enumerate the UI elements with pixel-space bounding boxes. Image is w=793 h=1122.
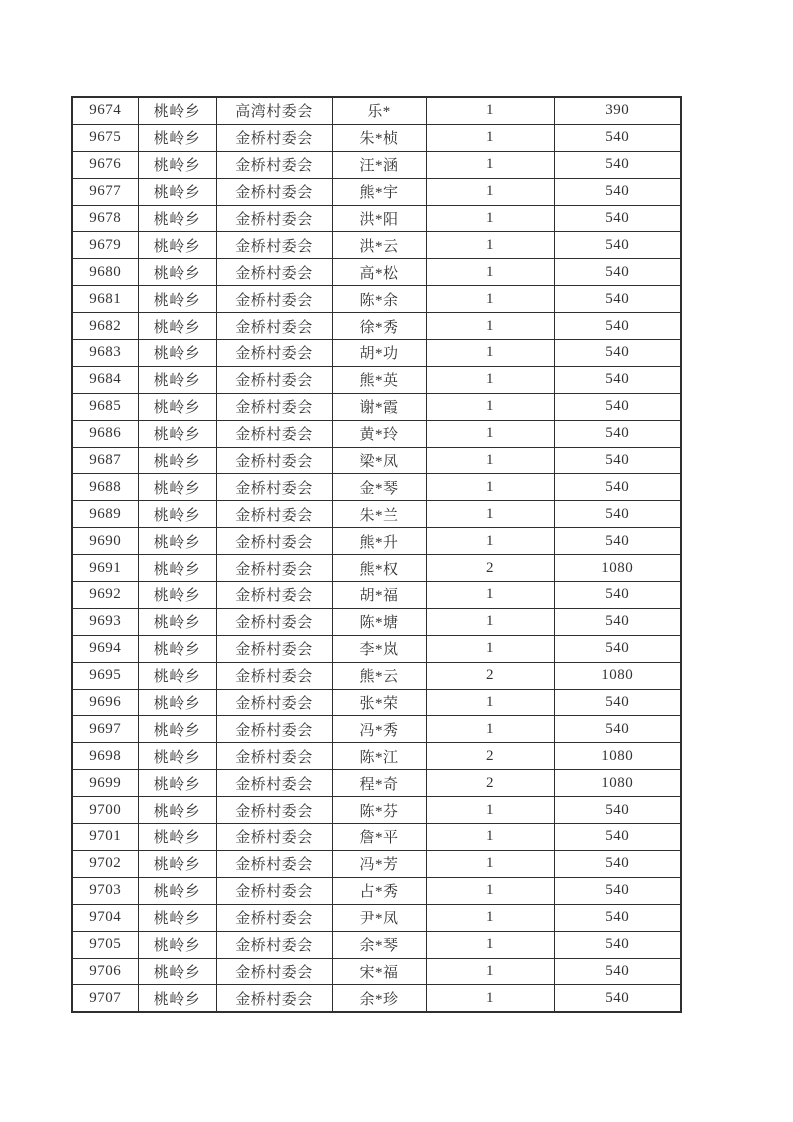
cell-village: 金桥村委会 (216, 877, 332, 904)
cell-amount: 540 (554, 931, 681, 958)
cell-name: 朱*桢 (332, 124, 426, 151)
table-row (72, 474, 681, 501)
cell-amount: 390 (554, 97, 681, 124)
cell-township: 桃岭乡 (138, 555, 216, 582)
table-row (72, 662, 681, 689)
cell-count: 1 (426, 582, 554, 609)
table-row (72, 716, 681, 743)
cell-count: 1 (426, 97, 554, 124)
cell-name: 冯*秀 (332, 716, 426, 743)
cell-name: 程*奇 (332, 770, 426, 797)
cell-id: 9691 (72, 555, 138, 582)
table-row (72, 366, 681, 393)
table-row (72, 824, 681, 851)
cell-village: 金桥村委会 (216, 501, 332, 528)
cell-name: 熊*升 (332, 528, 426, 555)
cell-count: 1 (426, 528, 554, 555)
cell-name: 乐* (332, 97, 426, 124)
cell-name: 詹*平 (332, 824, 426, 851)
cell-township: 桃岭乡 (138, 958, 216, 985)
cell-township: 桃岭乡 (138, 582, 216, 609)
cell-amount: 540 (554, 393, 681, 420)
table-row (72, 420, 681, 447)
cell-amount: 1080 (554, 770, 681, 797)
cell-id: 9704 (72, 904, 138, 931)
table-row (72, 232, 681, 259)
cell-amount: 1080 (554, 662, 681, 689)
cell-village: 金桥村委会 (216, 393, 332, 420)
cell-village: 金桥村委会 (216, 528, 332, 555)
cell-id: 9684 (72, 366, 138, 393)
cell-id: 9676 (72, 151, 138, 178)
cell-amount: 540 (554, 824, 681, 851)
cell-township: 桃岭乡 (138, 985, 216, 1012)
cell-township: 桃岭乡 (138, 420, 216, 447)
cell-id: 9692 (72, 582, 138, 609)
cell-township: 桃岭乡 (138, 474, 216, 501)
cell-count: 1 (426, 205, 554, 232)
cell-count: 1 (426, 474, 554, 501)
cell-township: 桃岭乡 (138, 340, 216, 367)
cell-name: 朱*兰 (332, 501, 426, 528)
cell-id: 9688 (72, 474, 138, 501)
cell-village: 金桥村委会 (216, 313, 332, 340)
cell-count: 1 (426, 340, 554, 367)
cell-amount: 540 (554, 689, 681, 716)
cell-name: 高*松 (332, 259, 426, 286)
cell-amount: 540 (554, 635, 681, 662)
table-row (72, 689, 681, 716)
cell-amount: 540 (554, 366, 681, 393)
cell-name: 洪*云 (332, 232, 426, 259)
cell-name: 胡*功 (332, 340, 426, 367)
cell-village: 金桥村委会 (216, 850, 332, 877)
cell-township: 桃岭乡 (138, 205, 216, 232)
cell-count: 1 (426, 124, 554, 151)
cell-village: 高湾村委会 (216, 97, 332, 124)
cell-name: 宋*福 (332, 958, 426, 985)
cell-id: 9703 (72, 877, 138, 904)
cell-name: 胡*福 (332, 582, 426, 609)
cell-amount: 540 (554, 474, 681, 501)
cell-village: 金桥村委会 (216, 635, 332, 662)
cell-count: 2 (426, 770, 554, 797)
cell-id: 9701 (72, 824, 138, 851)
cell-amount: 540 (554, 232, 681, 259)
cell-name: 熊*英 (332, 366, 426, 393)
cell-village: 金桥村委会 (216, 904, 332, 931)
table-row (72, 151, 681, 178)
cell-count: 1 (426, 232, 554, 259)
cell-count: 1 (426, 447, 554, 474)
cell-amount: 1080 (554, 743, 681, 770)
cell-count: 1 (426, 985, 554, 1012)
cell-count: 1 (426, 689, 554, 716)
cell-township: 桃岭乡 (138, 447, 216, 474)
cell-id: 9707 (72, 985, 138, 1012)
cell-township: 桃岭乡 (138, 716, 216, 743)
cell-amount: 540 (554, 904, 681, 931)
cell-township: 桃岭乡 (138, 259, 216, 286)
table-row (72, 850, 681, 877)
cell-name: 熊*宇 (332, 178, 426, 205)
cell-amount: 540 (554, 340, 681, 367)
table-row (72, 743, 681, 770)
cell-township: 桃岭乡 (138, 286, 216, 313)
cell-amount: 540 (554, 850, 681, 877)
cell-amount: 540 (554, 447, 681, 474)
cell-count: 1 (426, 850, 554, 877)
cell-village: 金桥村委会 (216, 555, 332, 582)
cell-amount: 540 (554, 420, 681, 447)
cell-count: 1 (426, 797, 554, 824)
table-row (72, 608, 681, 635)
cell-amount: 540 (554, 178, 681, 205)
cell-township: 桃岭乡 (138, 608, 216, 635)
table-row (72, 904, 681, 931)
cell-name: 陈*芬 (332, 797, 426, 824)
cell-township: 桃岭乡 (138, 797, 216, 824)
cell-village: 金桥村委会 (216, 958, 332, 985)
cell-count: 1 (426, 501, 554, 528)
cell-amount: 540 (554, 608, 681, 635)
cell-village: 金桥村委会 (216, 985, 332, 1012)
cell-count: 1 (426, 716, 554, 743)
cell-village: 金桥村委会 (216, 931, 332, 958)
cell-name: 金*琴 (332, 474, 426, 501)
cell-amount: 540 (554, 259, 681, 286)
cell-count: 1 (426, 608, 554, 635)
cell-village: 金桥村委会 (216, 151, 332, 178)
table-row (72, 340, 681, 367)
cell-id: 9680 (72, 259, 138, 286)
cell-id: 9695 (72, 662, 138, 689)
cell-id: 9702 (72, 850, 138, 877)
cell-amount: 540 (554, 124, 681, 151)
cell-township: 桃岭乡 (138, 931, 216, 958)
cell-village: 金桥村委会 (216, 608, 332, 635)
cell-name: 洪*阳 (332, 205, 426, 232)
cell-village: 金桥村委会 (216, 582, 332, 609)
cell-count: 1 (426, 366, 554, 393)
cell-name: 张*荣 (332, 689, 426, 716)
table-row (72, 582, 681, 609)
cell-name: 梁*凤 (332, 447, 426, 474)
cell-amount: 540 (554, 205, 681, 232)
cell-township: 桃岭乡 (138, 824, 216, 851)
cell-id: 9674 (72, 97, 138, 124)
cell-township: 桃岭乡 (138, 662, 216, 689)
cell-village: 金桥村委会 (216, 286, 332, 313)
cell-id: 9678 (72, 205, 138, 232)
cell-name: 余*琴 (332, 931, 426, 958)
table-row (72, 958, 681, 985)
cell-count: 1 (426, 931, 554, 958)
cell-village: 金桥村委会 (216, 662, 332, 689)
cell-township: 桃岭乡 (138, 366, 216, 393)
cell-village: 金桥村委会 (216, 447, 332, 474)
table-row (72, 877, 681, 904)
cell-count: 1 (426, 151, 554, 178)
cell-township: 桃岭乡 (138, 689, 216, 716)
cell-count: 1 (426, 635, 554, 662)
cell-amount: 1080 (554, 555, 681, 582)
cell-township: 桃岭乡 (138, 151, 216, 178)
cell-id: 9690 (72, 528, 138, 555)
cell-id: 9677 (72, 178, 138, 205)
table-row (72, 985, 681, 1012)
cell-village: 金桥村委会 (216, 824, 332, 851)
cell-id: 9687 (72, 447, 138, 474)
cell-name: 陈*余 (332, 286, 426, 313)
cell-count: 1 (426, 958, 554, 985)
cell-count: 2 (426, 743, 554, 770)
cell-id: 9693 (72, 608, 138, 635)
cell-name: 汪*涵 (332, 151, 426, 178)
cell-amount: 540 (554, 877, 681, 904)
cell-count: 1 (426, 824, 554, 851)
cell-id: 9683 (72, 340, 138, 367)
table-row (72, 797, 681, 824)
cell-village: 金桥村委会 (216, 178, 332, 205)
cell-township: 桃岭乡 (138, 770, 216, 797)
beneficiary-table (71, 96, 682, 1013)
cell-name: 陈*塘 (332, 608, 426, 635)
cell-amount: 540 (554, 286, 681, 313)
cell-amount: 540 (554, 528, 681, 555)
cell-id: 9698 (72, 743, 138, 770)
cell-village: 金桥村委会 (216, 366, 332, 393)
cell-amount: 540 (554, 582, 681, 609)
cell-id: 9675 (72, 124, 138, 151)
cell-amount: 540 (554, 501, 681, 528)
cell-township: 桃岭乡 (138, 178, 216, 205)
cell-id: 9694 (72, 635, 138, 662)
cell-id: 9686 (72, 420, 138, 447)
cell-township: 桃岭乡 (138, 877, 216, 904)
cell-count: 1 (426, 286, 554, 313)
cell-township: 桃岭乡 (138, 124, 216, 151)
cell-name: 熊*云 (332, 662, 426, 689)
cell-count: 1 (426, 904, 554, 931)
cell-name: 谢*霞 (332, 393, 426, 420)
cell-village: 金桥村委会 (216, 689, 332, 716)
cell-id: 9699 (72, 770, 138, 797)
table-row (72, 124, 681, 151)
table-row (72, 286, 681, 313)
table-row (72, 528, 681, 555)
cell-count: 1 (426, 420, 554, 447)
cell-village: 金桥村委会 (216, 797, 332, 824)
cell-id: 9681 (72, 286, 138, 313)
cell-id: 9697 (72, 716, 138, 743)
cell-township: 桃岭乡 (138, 232, 216, 259)
table-row (72, 770, 681, 797)
cell-amount: 540 (554, 716, 681, 743)
table-row (72, 635, 681, 662)
cell-township: 桃岭乡 (138, 850, 216, 877)
cell-village: 金桥村委会 (216, 474, 332, 501)
cell-village: 金桥村委会 (216, 124, 332, 151)
cell-count: 1 (426, 877, 554, 904)
cell-name: 占*秀 (332, 877, 426, 904)
cell-village: 金桥村委会 (216, 259, 332, 286)
table-row (72, 313, 681, 340)
cell-amount: 540 (554, 797, 681, 824)
cell-id: 9679 (72, 232, 138, 259)
cell-village: 金桥村委会 (216, 340, 332, 367)
cell-township: 桃岭乡 (138, 528, 216, 555)
table-row (72, 555, 681, 582)
cell-township: 桃岭乡 (138, 904, 216, 931)
cell-name: 李*岚 (332, 635, 426, 662)
cell-amount: 540 (554, 985, 681, 1012)
cell-village: 金桥村委会 (216, 770, 332, 797)
cell-township: 桃岭乡 (138, 313, 216, 340)
cell-id: 9685 (72, 393, 138, 420)
cell-township: 桃岭乡 (138, 393, 216, 420)
cell-amount: 540 (554, 151, 681, 178)
table-row (72, 393, 681, 420)
beneficiary-table-body (72, 97, 681, 1012)
table-row (72, 97, 681, 124)
cell-count: 1 (426, 393, 554, 420)
cell-id: 9696 (72, 689, 138, 716)
cell-name: 徐*秀 (332, 313, 426, 340)
cell-count: 1 (426, 178, 554, 205)
cell-count: 1 (426, 259, 554, 286)
cell-name: 余*珍 (332, 985, 426, 1012)
cell-name: 陈*江 (332, 743, 426, 770)
cell-name: 尹*凤 (332, 904, 426, 931)
cell-township: 桃岭乡 (138, 501, 216, 528)
cell-count: 1 (426, 313, 554, 340)
cell-id: 9706 (72, 958, 138, 985)
cell-id: 9700 (72, 797, 138, 824)
cell-amount: 540 (554, 958, 681, 985)
table-row (72, 205, 681, 232)
cell-count: 2 (426, 555, 554, 582)
table-row (72, 931, 681, 958)
cell-village: 金桥村委会 (216, 205, 332, 232)
cell-amount: 540 (554, 313, 681, 340)
cell-name: 黄*玲 (332, 420, 426, 447)
cell-township: 桃岭乡 (138, 635, 216, 662)
cell-id: 9682 (72, 313, 138, 340)
cell-id: 9689 (72, 501, 138, 528)
cell-count: 2 (426, 662, 554, 689)
cell-id: 9705 (72, 931, 138, 958)
table-row (72, 178, 681, 205)
cell-village: 金桥村委会 (216, 716, 332, 743)
cell-township: 桃岭乡 (138, 743, 216, 770)
cell-township: 桃岭乡 (138, 97, 216, 124)
table-row (72, 447, 681, 474)
table-row (72, 259, 681, 286)
cell-village: 金桥村委会 (216, 232, 332, 259)
cell-name: 熊*权 (332, 555, 426, 582)
cell-name: 冯*芳 (332, 850, 426, 877)
cell-village: 金桥村委会 (216, 420, 332, 447)
cell-village: 金桥村委会 (216, 743, 332, 770)
table-row (72, 501, 681, 528)
